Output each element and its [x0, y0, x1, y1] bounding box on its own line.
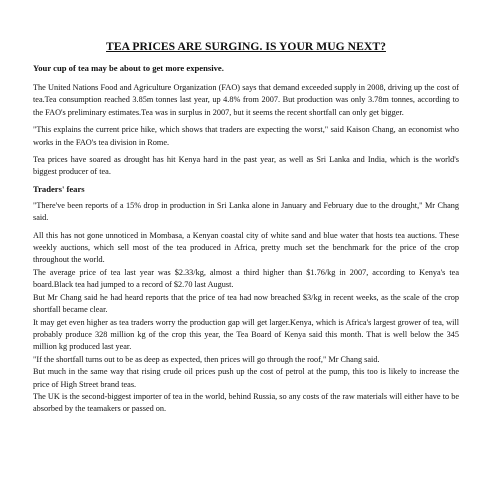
paragraph: "If the shortfall turns out to be as deep as expected, then prices will go through the roof," Mr Chang said.: [33, 354, 380, 364]
article-subtitle: Your cup of tea may be about to get more expensive.: [33, 63, 224, 73]
paragraph: The United Nations Food and Agriculture Organization (FAO) says that demand exceeded supply in 2008, driving up the cost of tea.Tea consumption reached 3.85m tonnes last year, up 4.8% from 2007. But production was only 3.78m tonnes, according to the FAO's preliminary estimates.Tea was in surplus in 2007, but it seems the recent shortfall can only get bigger.: [33, 83, 459, 117]
paragraph: All this has not gone unnoticed in Mombasa, a Kenyan coastal city of white sand and blue water that hosts tea auctions. These weekly auctions, which sell most of the tea produced in Africa, pretty much set the benchmark for the price of the crop throughout the world.: [33, 230, 459, 265]
paragraph: But Mr Chang said he had heard reports that the price of tea had now breached $3/kg in recent weeks, as the scale of the crop shortfall became clear.: [33, 292, 459, 315]
paragraph: Tea prices have soared as drought has hit Kenya hard in the past year, as well as Sri Lanka and India, which is the world's biggest producer of tea.: [33, 155, 459, 177]
paragraph: The average price of tea last year was $2.33/kg, almost a third higher than $1.76/kg in 2007, according to Kenya's tea board.Black tea had jumped to a record of $2.70 last August.: [33, 267, 459, 290]
paragraph: But much in the same way that rising crude oil prices push up the cost of petrol at the pump, this too is likely to increase the price of High Street brand teas.: [33, 367, 459, 389]
paragraph: "There've been reports of a 15% drop in production in Sri Lanka alone in January and February due to the drought," Mr Chang said.: [33, 200, 459, 223]
paragraph: The UK is the second-biggest importer of tea in the world, behind Russia, so any costs of the raw materials will either have to be absorbed by the teamakers or passed on.: [33, 391, 459, 414]
article-title: TEA PRICES ARE SURGING. IS YOUR MUG NEXT?: [106, 40, 386, 53]
paragraph: It may get even higher as tea traders worry the production gap will get larger.Kenya, which is Africa's largest grower of tea, will probably produce 328 million kg of the crop this year, the Tea Board of Kenya said this month. That is well below the 345 million kg produced last year.: [33, 317, 459, 352]
paragraph: "This explains the current price hike, which shows that traders are expecting the worst," said Kaison Chang, an economist who works in the FAO's tea division in Rome.: [33, 125, 459, 147]
section-heading: Traders' fears: [33, 183, 85, 194]
